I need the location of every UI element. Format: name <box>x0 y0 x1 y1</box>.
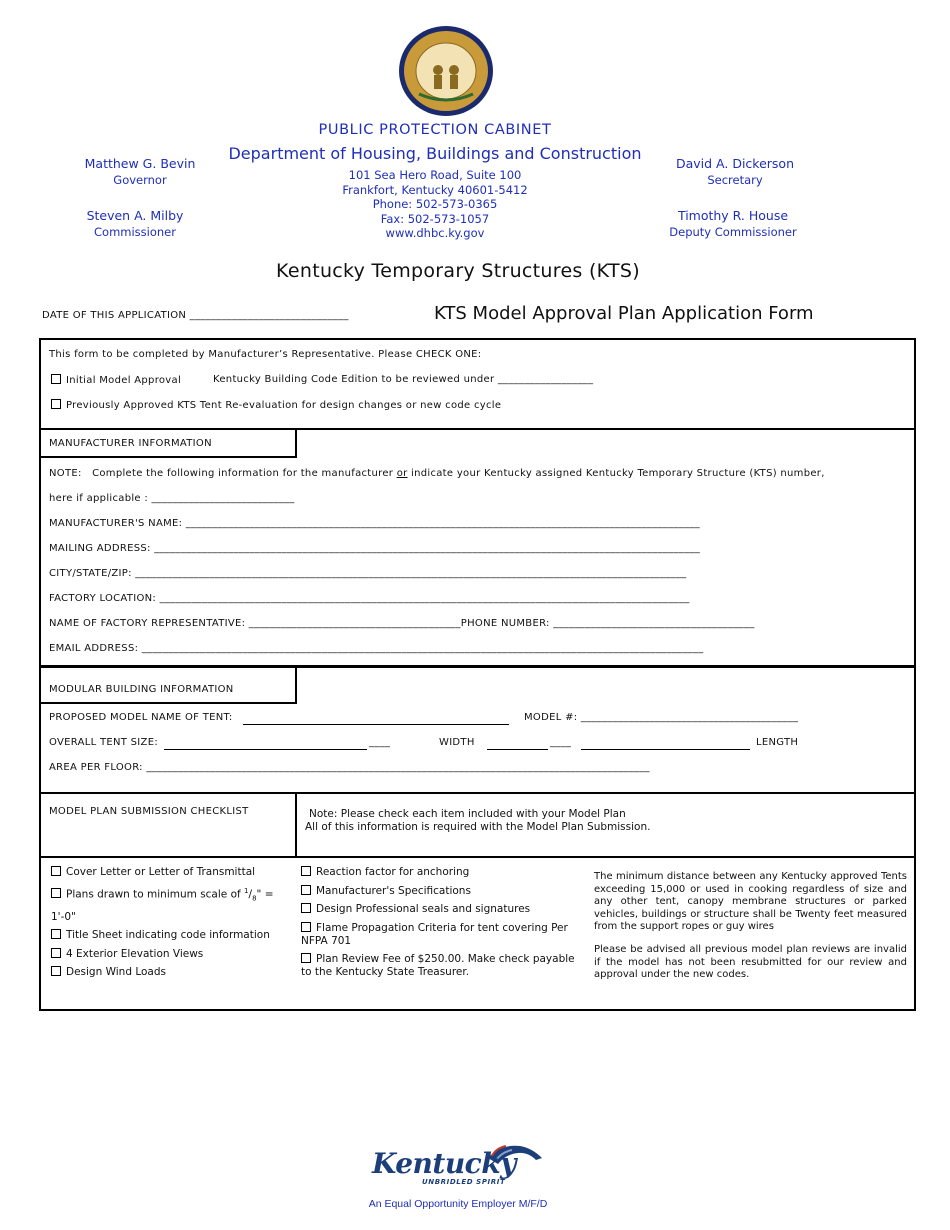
kentucky-logo <box>370 1142 550 1192</box>
phone-label: PHONE NUMBER: <box>460 618 550 629</box>
official-title: Deputy Commissioner <box>669 225 797 239</box>
checklist-item[interactable] <box>301 922 581 948</box>
kentucky-state-seal <box>397 24 495 118</box>
checkbox[interactable] <box>51 966 61 976</box>
official-title: Commissioner <box>94 225 176 239</box>
check-one-section <box>39 338 916 430</box>
checklist-tab: MODEL PLAN SUBMISSION CHECKLIST <box>41 794 297 856</box>
width-input[interactable] <box>487 749 548 750</box>
checklist-column-1 <box>51 863 296 982</box>
checkbox[interactable] <box>51 888 61 898</box>
date-input[interactable]: ______________________________ <box>189 310 349 321</box>
item-label: Manufacturer's Specifications <box>316 884 471 897</box>
cabinet-name: PUBLIC PROTECTION CABINET <box>318 122 552 138</box>
official-title: Governor <box>113 173 167 187</box>
width-label: WIDTH <box>439 737 475 748</box>
manufacturer-section <box>39 428 916 668</box>
model-name-label: PROPOSED MODEL NAME OF TENT: <box>49 712 233 723</box>
date-of-application <box>42 310 349 321</box>
field-label: AREA PER FLOOR: <box>49 762 143 773</box>
document-title: Kentucky Temporary Structures (KTS) <box>276 260 640 282</box>
date-label: DATE OF THIS APPLICATION <box>42 310 187 321</box>
checklist-item[interactable] <box>301 863 581 882</box>
field-label: MANUFACTURER'S NAME: <box>49 518 183 529</box>
unbridled-spirit-tagline: UNBRIDLED SPIRIT <box>422 1178 506 1186</box>
checklist-header-section <box>39 792 916 858</box>
city-state-zip-field[interactable] <box>49 568 686 579</box>
official-title: Secretary <box>707 173 763 187</box>
field-label: NAME OF FACTORY REPRESENTATIVE: <box>49 618 246 629</box>
checkbox[interactable] <box>301 866 311 876</box>
checklist-item[interactable] <box>51 963 296 982</box>
check-one-intro: This form to be completed by Manufacturer’s Representative. Please CHECK ONE: <box>49 349 482 360</box>
item-label: Title Sheet indicating code information <box>66 929 270 942</box>
field-blank[interactable]: _________________________________________________________________________________________________ <box>185 518 700 529</box>
manufacturer-note <box>49 468 825 479</box>
field-label: MAILING ADDRESS: <box>49 543 151 554</box>
address-line: 101 Sea Hero Road, Suite 100 <box>348 168 522 182</box>
re-evaluation-checkbox[interactable] <box>51 399 61 409</box>
width-mid[interactable]: ____ <box>550 737 572 748</box>
checkbox[interactable] <box>301 922 311 932</box>
scale-rest: " = 1'-0" <box>51 888 274 923</box>
note-label: NOTE: <box>49 468 82 479</box>
tent-size-mid[interactable]: ____ <box>369 737 391 748</box>
item-label: Cover Letter or Letter of Transmittal <box>66 866 256 878</box>
previous-reviews-notice: Please be advised all previous model plan reviews are invalid if the model has not been resubmitted for our review and approval under the new codes. <box>594 944 907 980</box>
deputy-commissioner-block <box>648 207 818 241</box>
tent-size-input[interactable] <box>164 749 367 750</box>
option-label: Previously Approved KTS Tent Re-evaluation for design changes or new code cycle <box>66 400 502 411</box>
item-label: Flame Propagation Criteria for tent covering Per NFPA 701 <box>301 921 568 947</box>
email-address-field[interactable] <box>49 643 704 654</box>
official-name: Timothy R. House <box>677 208 789 223</box>
official-name: David A. Dickerson <box>675 156 795 171</box>
equal-opportunity-statement: An Equal Opportunity Employer M/F/D <box>368 1198 548 1210</box>
checkbox[interactable] <box>51 948 61 958</box>
model-number-field[interactable] <box>524 712 798 723</box>
length-label: LENGTH <box>756 737 799 748</box>
field-blank[interactable]: ____________________________________________________________________________________________________ <box>159 593 690 604</box>
tent-size-label: OVERALL TENT SIZE: <box>49 737 158 748</box>
checkbox[interactable] <box>301 903 311 913</box>
checklist-item[interactable] <box>51 926 296 945</box>
manufacturer-tab: MANUFACTURER INFORMATION <box>41 430 297 458</box>
kts-number-field[interactable]: here if applicable : ___________________________ <box>49 493 295 504</box>
initial-model-approval-checkbox[interactable] <box>51 374 61 384</box>
mailing-address-field[interactable] <box>49 543 700 554</box>
item-label: Plan Review Fee of $250.00. Make check payable to the Kentucky State Treasurer. <box>301 952 575 978</box>
official-name: Steven A. Milby <box>86 208 184 223</box>
department-name: Department of Housing, Buildings and Construction <box>228 144 642 163</box>
item-label: Reaction factor for anchoring <box>316 866 470 878</box>
item-label: Design Wind Loads <box>66 966 166 979</box>
field-blank[interactable]: __________________________________________________________________________________________________________ <box>141 643 704 654</box>
item-label: Design Professional seals and signatures <box>316 903 531 915</box>
checklist-item[interactable] <box>51 863 296 882</box>
field-blank[interactable]: ________________________________________ <box>248 618 461 629</box>
checklist-item[interactable] <box>301 953 581 979</box>
field-blank[interactable]: _______________________________________________________________________________________________ <box>146 762 650 773</box>
checklist-item[interactable] <box>301 900 581 919</box>
checkbox[interactable] <box>51 866 61 876</box>
modular-tab: MODULAR BUILDING INFORMATION <box>41 667 297 704</box>
checklist-section <box>39 856 916 1011</box>
field-blank[interactable]: _________________________________________ <box>580 712 799 723</box>
checkbox[interactable] <box>301 885 311 895</box>
re-evaluation-option[interactable] <box>51 399 501 411</box>
checkbox[interactable] <box>301 953 311 963</box>
checklist-item[interactable] <box>51 945 296 964</box>
secretary-block <box>650 155 820 189</box>
note-text: indicate your Kentucky assigned Kentucky Temporary Structure (KTS) number, <box>407 468 825 479</box>
fax-line: Fax: 502-573-1057 <box>380 211 490 226</box>
governor-block <box>55 155 225 189</box>
area-per-floor-field[interactable] <box>49 762 650 773</box>
checklist-item[interactable] <box>301 882 581 901</box>
website-link[interactable]: www.dhbc.ky.gov <box>385 226 485 240</box>
field-label: MODEL #: <box>524 712 578 723</box>
note-or: or <box>396 468 408 479</box>
minimum-distance-notice: The minimum distance between any Kentucky approved Tents exceeding 15,000 or used in cooking regardless of size and any other tent, canopy membrane structures or parked vehicles, buildings or structure shall be Twenty feet measured from the support ropes or guy wires <box>594 871 907 932</box>
field-label: EMAIL ADDRESS: <box>49 643 139 654</box>
address-line: Frankfort, Kentucky 40601-5412 <box>342 182 528 197</box>
item-label: Plans drawn to minimum scale of <box>66 888 241 900</box>
manufacturer-name-field[interactable] <box>49 518 700 529</box>
option-label: Initial Model Approval <box>66 375 182 386</box>
official-name: Matthew G. Bevin <box>84 156 196 171</box>
code-edition-field[interactable]: Kentucky Building Code Edition to be reviewed under __________________ <box>213 374 594 385</box>
checklist-note-2: All of this information is required with the Model Plan Submission. <box>305 821 651 833</box>
checkbox[interactable] <box>51 929 61 939</box>
scale-numerator: 1 <box>244 886 249 895</box>
scale-denominator: 8 <box>252 894 257 903</box>
form-title: KTS Model Approval Plan Application Form <box>434 303 814 324</box>
factory-location-field[interactable] <box>49 593 690 604</box>
checklist-item[interactable]: Plans drawn to minimum scale of $^1/_8$" = 1'-0" <box>51 886 274 923</box>
checklist-note-1: Note: Please check each item included with your Model Plan <box>309 808 626 820</box>
item-label: 4 Exterior Elevation Views <box>66 947 204 960</box>
phone-blank[interactable]: ______________________________________ <box>553 618 755 629</box>
checklist-column-2 <box>301 863 581 979</box>
length-input[interactable] <box>581 749 750 750</box>
note-text: Complete the following information for the manufacturer <box>92 468 397 479</box>
field-blank[interactable]: _______________________________________________________________________________________________________ <box>154 543 701 554</box>
kentucky-wordmark: Kentucky <box>372 1147 516 1180</box>
field-label: FACTORY LOCATION: <box>49 593 157 604</box>
field-blank[interactable]: ________________________________________________________________________________________________________ <box>135 568 687 579</box>
factory-representative-field[interactable] <box>49 618 755 629</box>
commissioner-block <box>50 207 220 241</box>
phone-line: Phone: 502-573-0365 <box>372 197 498 211</box>
modular-building-section <box>39 665 916 794</box>
initial-model-approval-option[interactable] <box>51 374 181 386</box>
field-label: CITY/STATE/ZIP: <box>49 568 132 579</box>
model-name-input[interactable] <box>243 724 509 725</box>
department-address <box>200 168 670 241</box>
